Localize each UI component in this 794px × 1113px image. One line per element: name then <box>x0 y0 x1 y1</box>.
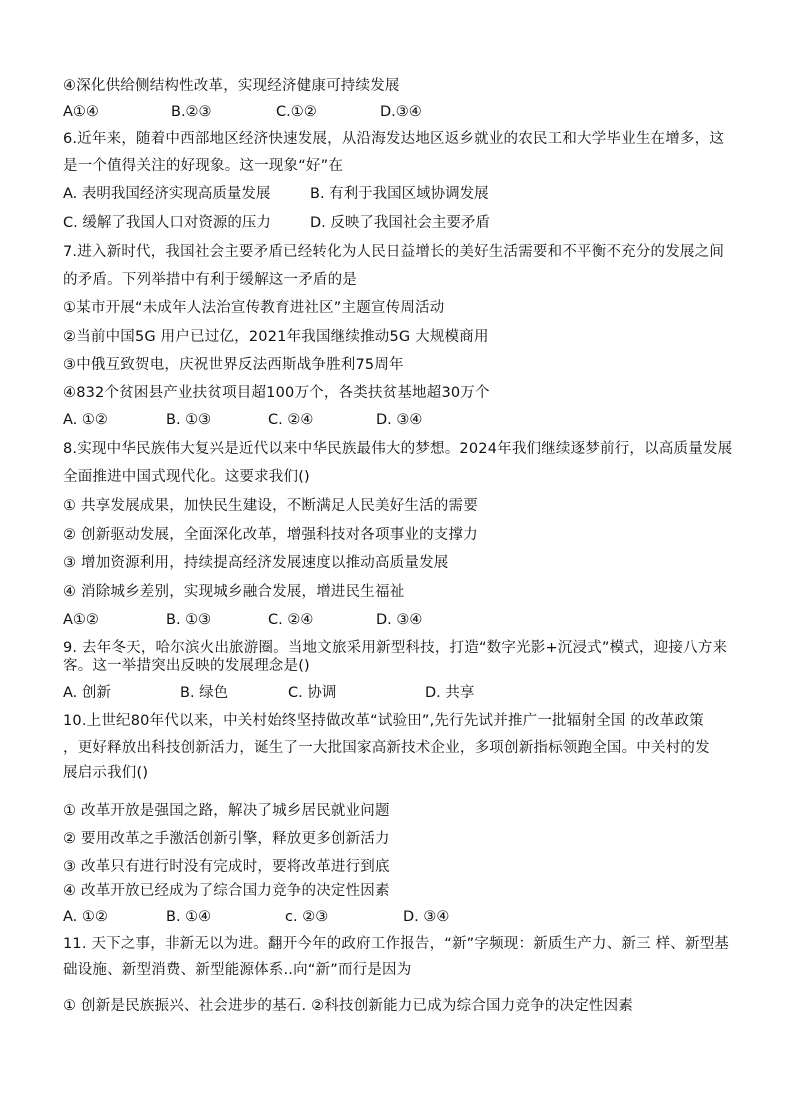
q5-option-c: C.①② <box>276 104 317 120</box>
q6-stem-line2: 是一个值得关注的好现象。这一现象“好”在 <box>63 158 344 174</box>
q8-option-b: B. ①③ <box>166 612 212 628</box>
q9-option-b: B. 绿色 <box>180 685 229 701</box>
q10-stem-line2: ，更好释放出科技创新活力，诞生了一大批国家高新技术企业，多项创新指标领跑全国。中关村的发 <box>63 740 710 756</box>
q5-option-a: A①④ <box>63 104 99 120</box>
q6-option-b: B. 有利于我国区域协调发展 <box>310 186 489 202</box>
q6-stem-line1: 6.近年来，随着中西部地区经济快速发展，从沿海发达地区返乡就业的农民工和大学毕业生在增多，这 <box>63 131 725 147</box>
q8-stem-line1: 8.实现中华民族伟大复兴是近代以来中华民族最伟大的梦想。2024年我们继续逐梦前行，以高质量发展 <box>63 441 733 457</box>
q8-option-a: A①② <box>63 612 99 628</box>
q10-statement-2: ② 要用改革之手激活创新引擎，释放更多创新活力 <box>63 831 390 847</box>
q7-statement-3: ③中俄互致贺电，庆祝世界反法西斯战争胜利75周年 <box>63 357 404 373</box>
q7-option-d: D. ③④ <box>376 412 423 428</box>
q7-stem-line2: 的矛盾。下列举措中有利于缓解这一矛盾的是 <box>63 272 357 288</box>
q7-option-c: C. ②④ <box>268 412 314 428</box>
q10-option-a: A. ①② <box>63 909 108 925</box>
q10-option-d: D. ③④ <box>403 909 450 925</box>
q10-statement-3: ③ 改革只有进行时没有完成时，要将改革进行到底 <box>63 859 390 875</box>
q11-statements: ① 创新是民族振兴、社会进步的基石. ②科技创新能力已成为综合国力竞争的决定性因素 <box>63 998 634 1014</box>
q7-stem-line1: 7.进入新时代，我国社会主要矛盾已经转化为人民日益增长的美好生活需要和不平衡不充分的发展之间 <box>63 244 725 260</box>
q7-statement-4: ④832个贫困县产业扶贫项目超100万个，各类扶贫基地超30万个 <box>63 385 490 401</box>
q8-stem-line2: 全面推进中国式现代化。这要求我们() <box>63 469 310 485</box>
q8-statement-3: ③ 增加资源利用，持续提高经济发展速度以推动高质量发展 <box>63 555 449 571</box>
q9-option-a: A. 创新 <box>63 685 111 701</box>
q8-statement-1: ① 共享发展成果，加快民生建设，不断满足人民美好生活的需要 <box>63 498 478 514</box>
q10-statement-4: ④ 改革开放已经成为了综合国力竞争的决定性因素 <box>63 883 390 899</box>
q10-option-c: c. ②③ <box>285 909 329 925</box>
q7-statement-1: ①某市开展“未成年人法治宣传教育进社区”主题宣传周活动 <box>63 300 445 316</box>
q6-option-d: D. 反映了我国社会主要矛盾 <box>310 215 490 231</box>
q10-option-b: B. ①④ <box>166 909 212 925</box>
q9-stem-line2: 客。这一举措突出反映的发展理念是() <box>63 658 310 674</box>
q8-option-c: C. ②④ <box>268 612 314 628</box>
q10-stem-line1: 10.上世纪80年代以来，中关村始终坚持做改革“试验田”,先行先试并推广一批辐射全国 的改革政策 <box>63 713 704 729</box>
q8-option-d: D. ③④ <box>376 612 423 628</box>
q5-statement-4: ④深化供给侧结构性改革，实现经济健康可持续发展 <box>63 78 400 94</box>
q8-statement-2: ② 创新驱动发展，全面深化改革，增强科技对各项事业的支撑力 <box>63 527 478 543</box>
q7-option-a: A. ①② <box>63 412 108 428</box>
q9-stem-line1: 9. 去年冬天，哈尔滨火出旅游圈。当地文旅采用新型科技，打造“数字光影+沉浸式”模式，迎接八方来 <box>63 640 728 656</box>
q10-statement-1: ① 改革开放是强国之路，解决了城乡居民就业问题 <box>63 803 390 819</box>
q5-option-b: B.②③ <box>171 104 212 120</box>
q9-option-d: D. 共享 <box>425 685 475 701</box>
q11-stem-line2: 础设施、新型消费、新型能源体系..向“新”而行是因为 <box>63 962 412 978</box>
q11-stem-line1: 11. 天下之事，非新无以为进。翻开今年的政府工作报告，“新”字频现：新质生产力、新三 样、新型基 <box>63 936 730 952</box>
q6-option-a: A. 表明我国经济实现高质量发展 <box>63 186 271 202</box>
q6-option-c: C. 缓解了我国人口对资源的压力 <box>63 215 271 231</box>
q7-statement-2: ②当前中国5G 用户已过亿，2021年我国继续推动5G 大规模商用 <box>63 329 489 345</box>
q7-option-b: B. ①③ <box>166 412 212 428</box>
q5-option-d: D.③④ <box>380 104 422 120</box>
q8-statement-4: ④ 消除城乡差别，实现城乡融合发展，增进民生福祉 <box>63 584 405 600</box>
q10-stem-line3: 展启示我们() <box>63 765 149 781</box>
q9-option-c: C. 协调 <box>288 685 337 701</box>
